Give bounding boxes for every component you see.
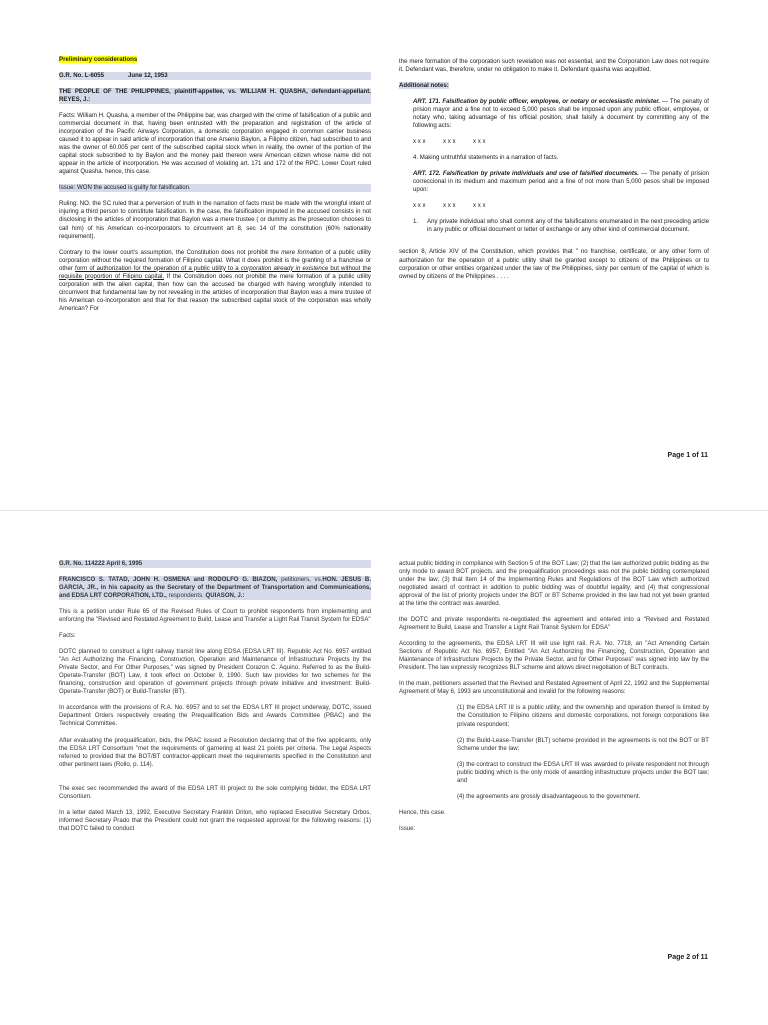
facts-label: Facts: xyxy=(59,632,76,640)
notes-heading: Additional notes: xyxy=(399,82,449,90)
reason-4: (4) the agreements are grossly disadvantageous to the government. xyxy=(457,792,641,800)
article-172-item-1: 1. Any private individual who shall commit any of the falsifications enumerated in the next preceding article in any public or official document or letter of exchange or any other kind of commercial document. xyxy=(413,218,709,234)
agreements-paragraph: According to the agreements, the EDSA LRT III will use light rail. R.A. No. 7718, an "Act Amending Certain Sections of Republic Act No. 6957, Entitled "An Act Authorizing the Financing, Construction, Operation and Maintenance of Infrastructure Projects by the Private Sector, and for Other Purposes" was signed into law by the President. The law expressly recognizes BLT scheme and allows direct negotiation of BLT contracts. xyxy=(399,640,709,672)
ellipsis-row: x x x x x x x x x xyxy=(413,202,486,210)
ruling-paragraph: Ruling: NO. the SC ruled that a perversion of truth in the narration of facts must be made with the wrongful intent of injuring a third person to constitute falsification. In the case, the falsification imputed in the accused consists in not disclosing in the articles of incorporation that Baylon was a mere trustee ( or dummy as the prosecution chooses to call him) of his American co-incorporators to circumvent art 8, sec 14 of the constitution (60% nationality requirement). xyxy=(59,200,371,240)
facts-paragraph-2: In accordance with the provisions of R.A. No. 6957 and to set the EDSA LRT III project underway, DOTC, issued Department Orders respectively creating the Prequalification Bids and Awards Committee (PBAC) and the Technical Committee. xyxy=(59,704,371,728)
case-number: G.R. No. L-6055 June 12, 1953 xyxy=(59,72,371,80)
page1-right-column xyxy=(399,58,709,289)
document-page-1 xyxy=(0,0,768,510)
continued-paragraph: actual public bidding in compliance with Section 5 of the BOT Law; (2) that the law authorized public bidding as the only mode to award BOT projects, and the prequalification proceedings was not the public bidding contemplated under the law; (3) that Item 14 of the Implementing Rules and Regulations of the BOT Law which authorized negotiated award of contract in addition to public bidding was of doubtful legality; and (4) that congressional approval of the list of priority projects under the BOT or BT Scheme provided in the law had not yet been granted at the time the contract was awarded. xyxy=(399,560,709,608)
renegotiation-paragraph: the DOTC and private respondents re-negotiated the agreement and entered into a "Revised and Restated Agreement to Build, Lease and Transfer a Light Rail Transit System for EDSA" xyxy=(399,616,709,632)
ellipsis-row: x x x x x x x x x xyxy=(413,138,486,146)
page2-right-column xyxy=(399,560,709,841)
intro-paragraph: This is a petition under Rule 65 of the Revised Rules of Court to prohibit respondents from implementing and enforcing the "Revised and Restated Agreement to Build, Lease and Transfer a Light Rail Transit System for EDSA" xyxy=(59,608,371,624)
reason-1: (1) the EDSA LRT III is a public utility, and the ownership and operation thereof is limited by the Constitution to Filipino citizens and domestic corporations, not foreign corporations like private respondent; xyxy=(457,704,709,728)
continued-paragraph: the mere formation of the corporation such revelation was not essential, and the Corporation Law does not require it. Defendant was, therefore, under no obligation to make it. Defendant quasha was acquitted. xyxy=(399,58,709,74)
article-172: ART. 172. Falsification by private individuals and use of falsified documents. — The penalty of prision correccional in its medium and maximum period and a fine of not more than 5,000 pesos shall be imposed upon: xyxy=(413,170,709,194)
facts-paragraph-1: DOTC planned to construct a light railway transit line along EDSA (EDSA LRT III). Republic Act No. 6957 entitled "An Act Authorizing the Financing, Construction, Operation and Maintenance of Infrastructure Projects by the Private Sector, and For Other Purposes," was signed by President Corazon C. Aquino. Referred to as the Build-Operate-Transfer (BOT) Law, it took effect on October 9, 1990. Such law provides for two schemes for the financing, construction and operation of government projects through private initiative and investment: Build-Operate-Transfer (BOT) or Build-Transfer (BT). xyxy=(59,648,371,696)
facts-paragraph-3: After evaluating the prequalification, bids, the PBAC issued a Resolution declaring that of the five applicants, only the EDSA LRT Consortium "met the requirements of garnering at least 21 points per criteria. The Legal Aspects referred to provided that the BOT/BT contractor-applicant meet the requirements specified in the Constitution and other pertinent laws (Rollo, p. 114). xyxy=(59,736,371,768)
page2-left-column xyxy=(59,560,371,841)
contrary-paragraph: Contrary to the lower court's assumption, the Constitution does not prohibit the mere formation of a public utility corporation without the required formation of Filipino capital. What it does prohibit is the granting of a franchise or other form of authorization for the operation of a public utility to a corporation already in existence but without the requisite proportion of Filipino capital. If the Constitution does not prohibit the mere formation of a public utility corporation with the alien capital, then how can the accused be charged with having wrongfully intended to circumvent that fundamental law by not revealing in the articles of incorporation that Baylon was a mere trustee of his American co-incorporation and that for that reason the subscribed capital stock of the corporation was wholly American? For xyxy=(59,248,371,312)
facts-paragraph: Facts: William H. Quasha, a member of the Philippine bar, was charged with the crime of falsification of a public and commercial document in that, having been entrusted with the preparation and registration of the article of incorporation of the Pacific Airways Corporation, a domestic corporation engaged in common carrier business caused it to appear in said article of incorporation that one Arsenio Baylon, a Filipino citizen, had subscribed to and was the owner of 60.005 per cent of the subscribed capital stock when in reality, the owner of the portion of the capital stock subscribed to by Baylon and the money paid thereon were American citizen whose name did not appear in the article of incorporation. He was accused of violating art. 171 and 172 of the RPC. Lower Court ruled against Quasha. hence, this case. xyxy=(59,112,371,176)
case-number: G.R. No. 114222 April 6, 1995 xyxy=(59,560,371,568)
reason-3: (3) the contract to construct the EDSA LRT III was awarded to private respondent not through public bidding which is the only mode of awarding infrastructure projects under the BOT law; and xyxy=(457,760,709,784)
petitioners-paragraph: In the main, petitioners asserted that the Revised and Restated Agreement of April 22, 1992 and the Supplemental Agreement of May 6, 1993 are unconstitutional and invalid for the following reasons: xyxy=(399,680,709,696)
case-parties: FRANCISCO S. TATAD, JOHN H. OSMENA and RODOLFO G. BIAZON, petitioners, vs.HON. JESUS B. GARCIA, JR., in his capacity as the Secretary of the Department of Transportation and Communications, and EDSA LRT CORPORATION, LTD., respondents. QUIASON, J.: xyxy=(59,576,372,600)
case-parties: THE PEOPLE OF THE PHILIPPINES, plaintiff-appellee, vs. WILLIAM H. QUASHA, defendant-appellant. REYES, J.: xyxy=(59,88,371,104)
facts-paragraph-5: In a letter dated March 13, 1992, Executive Secretary Franklin Drilon, who replaced Executive Secretary Orbos, informed Secretary Prado that the President could not grant the requested approval for the following reasons: (1) that DOTC failed to conduct xyxy=(59,808,371,832)
hence-paragraph: Hence, this case. xyxy=(399,808,446,816)
issue-label: Issue: xyxy=(399,824,416,832)
page-number: Page 2 of 11 xyxy=(667,954,708,961)
page-number: Page 1 of 11 xyxy=(667,452,708,459)
document-page-2 xyxy=(0,510,768,1025)
section-heading: Preliminary considerations xyxy=(59,56,138,63)
reason-2: (2) the Build-Lease-Transfer (BLT) scheme provided in the agreements is not the BOT or BT Scheme under the law; xyxy=(457,736,709,752)
facts-paragraph-4: The exec sec recommended the award of the EDSA LRT III project to the sole complying bidder, the EDSA LRT Consortium. xyxy=(59,784,371,800)
article-171-item-4: 4. Making untruthful statements in a narration of facts. xyxy=(413,154,559,162)
issue-paragraph: Issue: WON the accused is guilty for falsification. xyxy=(59,184,371,192)
article-171: ART. 171. Falsification by public officer, employee, or notary or ecclesiastic minister. — The penalty of prision mayor and a fine not to exceed 5,000 pesos shall be imposed upon any public officer, employee, or notary who, taking advantage of his official position, shall falsify a document by committing any of the following acts: xyxy=(413,98,709,130)
constitution-section-8: section 8, Article XIV of the Constitution, which provides that " no franchise, certificate, or any other form of authorization for the operation of a public utility shall be granted except to citizens of the Philippines or to corporation or other entities organized under the law of the Philippines, sixty per centum of the capital of which is owned by citizens of the Philippines . . . . xyxy=(399,248,709,280)
page1-left-column xyxy=(59,56,371,321)
